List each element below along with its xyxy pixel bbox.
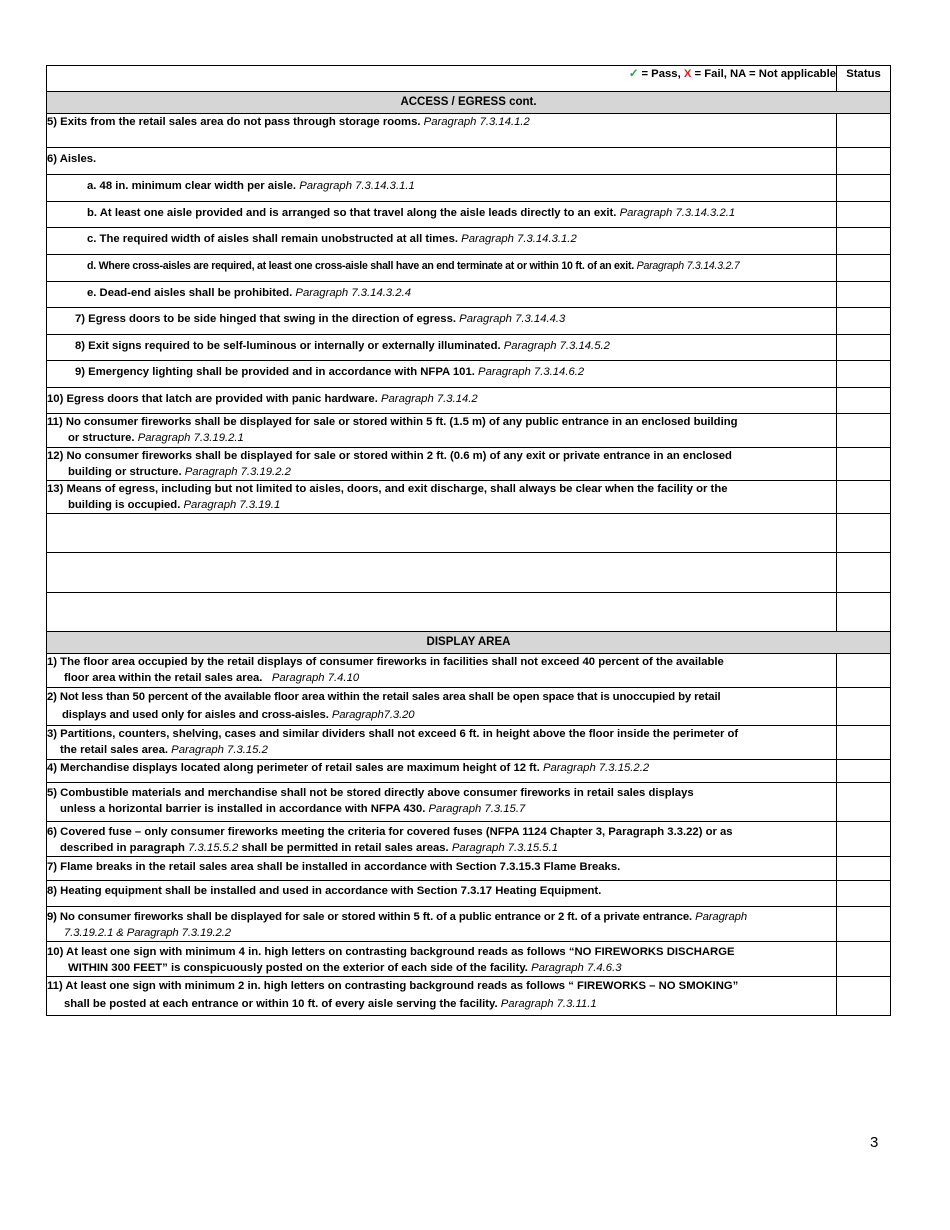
status-cell[interactable] bbox=[837, 361, 891, 388]
checklist-row bbox=[47, 361, 891, 388]
checklist-row bbox=[47, 783, 891, 822]
legend-row bbox=[47, 66, 891, 92]
checklist-row bbox=[47, 760, 891, 783]
status-cell[interactable] bbox=[837, 202, 891, 228]
status-column-header: Status bbox=[837, 66, 891, 92]
checklist-item: a. 48 in. minimum clear width per aisle. Paragraph 7.3.14.3.1.1 bbox=[47, 175, 837, 202]
status-cell[interactable] bbox=[837, 282, 891, 308]
blank-row bbox=[47, 514, 891, 553]
checklist-item: 3) Partitions, counters, shelving, cases and similar dividers shall not exceed 6 ft. in height above the floor inside the perimeter of the retail sales area. Paragraph 7.3.15.2 bbox=[47, 726, 837, 760]
checklist-item: 7) Egress doors to be side hinged that swing in the direction of egress. Paragraph 7.3.14.4.3 bbox=[47, 308, 837, 335]
checklist-item: 11) No consumer fireworks shall be displayed for sale or stored within 5 ft. (1.5 m) of any public entrance in an enclosed building or structure. Paragraph 7.3.19.2.1 bbox=[47, 414, 837, 448]
blank-item-cell[interactable] bbox=[47, 593, 837, 632]
checklist-row bbox=[47, 726, 891, 760]
status-cell[interactable] bbox=[837, 688, 891, 726]
status-cell[interactable] bbox=[837, 448, 891, 481]
checklist-item: b. At least one aisle provided and is arranged so that travel along the aisle leads directly to an exit. Paragraph 7.3.14.3.2.1 bbox=[47, 202, 837, 228]
status-cell[interactable] bbox=[837, 783, 891, 822]
status-cell[interactable] bbox=[837, 822, 891, 857]
checklist-row bbox=[47, 414, 891, 448]
checklist-row bbox=[47, 228, 891, 255]
status-cell[interactable] bbox=[837, 148, 891, 175]
checklist-row bbox=[47, 335, 891, 361]
page-number: 3 bbox=[870, 1134, 879, 1151]
status-cell[interactable] bbox=[837, 760, 891, 783]
checklist-item: c. The required width of aisles shall remain unobstructed at all times. Paragraph 7.3.14.3.1.2 bbox=[47, 228, 837, 255]
status-cell[interactable] bbox=[837, 228, 891, 255]
checklist-item: 10) At least one sign with minimum 4 in. high letters on contrasting background reads as follows “NO FIREWORKS DISCHARGE WITHIN 300 FEET” is conspicuously posted on the exterior of each side of the facility. Paragraph 7.4.6.3 bbox=[47, 942, 837, 977]
status-cell[interactable] bbox=[837, 335, 891, 361]
status-cell[interactable] bbox=[837, 593, 891, 632]
inspection-checklist-table bbox=[46, 65, 891, 1016]
checklist-item: 9) No consumer fireworks shall be displayed for sale or stored within 5 ft. of a public entrance or 2 ft. of a private entrance. Paragraph 7.3.19.2.1 & Paragraph 7.3.19.2.2 bbox=[47, 907, 837, 942]
checklist-row bbox=[47, 481, 891, 514]
checklist-row bbox=[47, 114, 891, 148]
status-cell[interactable] bbox=[837, 308, 891, 335]
status-cell[interactable] bbox=[837, 907, 891, 942]
status-cell[interactable] bbox=[837, 977, 891, 1016]
checklist-item: 5) Combustible materials and merchandise shall not be stored directly above consumer fireworks in retail sales displays unless a horizontal barrier is installed in accordance with NFPA 430. Paragraph 7.3.15.7 bbox=[47, 783, 837, 822]
status-cell[interactable] bbox=[837, 942, 891, 977]
checklist-row bbox=[47, 282, 891, 308]
status-cell[interactable] bbox=[837, 857, 891, 881]
checklist-row bbox=[47, 388, 891, 414]
checklist-row bbox=[47, 255, 891, 282]
checklist-item: 12) No consumer fireworks shall be displayed for sale or stored within 2 ft. (0.6 m) of any exit or private entrance in an enclosed building or structure. Paragraph 7.3.19.2.2 bbox=[47, 448, 837, 481]
checklist-row bbox=[47, 654, 891, 688]
checklist-item: 9) Emergency lighting shall be provided and in accordance with NFPA 101. Paragraph 7.3.14.6.2 bbox=[47, 361, 837, 388]
status-cell[interactable] bbox=[837, 726, 891, 760]
status-cell[interactable] bbox=[837, 654, 891, 688]
fail-symbol: X bbox=[683, 68, 692, 80]
status-cell[interactable] bbox=[837, 388, 891, 414]
status-cell[interactable] bbox=[837, 414, 891, 448]
status-cell[interactable] bbox=[837, 175, 891, 202]
checklist-row bbox=[47, 977, 891, 1016]
legend: ✓ = Pass, X = Fail, NA = Not applicable bbox=[47, 66, 837, 92]
checklist-item: 8) Exit signs required to be self-luminous or internally or externally illuminated. Paragraph 7.3.14.5.2 bbox=[47, 335, 837, 361]
blank-row bbox=[47, 553, 891, 593]
blank-row bbox=[47, 593, 891, 632]
blank-item-cell[interactable] bbox=[47, 553, 837, 593]
section-header-access-egress: ACCESS / EGRESS cont. bbox=[47, 92, 891, 114]
checklist-item: d. Where cross-aisles are required, at least one cross-aisle shall have an end terminate at or within 10 ft. of an exit. Paragraph 7.3.14.3.2.7 bbox=[47, 255, 837, 282]
blank-item-cell[interactable] bbox=[47, 514, 837, 553]
checklist-row bbox=[47, 202, 891, 228]
checklist-row bbox=[47, 881, 891, 907]
checklist-item: 11) At least one sign with minimum 2 in. high letters on contrasting background reads as follows “ FIREWORKS – NO SMOKING” shall be posted at each entrance or within 10 ft. of every aisle serving the facility. Paragraph 7.3.11.1 bbox=[47, 977, 837, 1016]
checklist-item: 6) Aisles. bbox=[47, 148, 837, 175]
status-cell[interactable] bbox=[837, 114, 891, 148]
checklist-row bbox=[47, 688, 891, 726]
status-cell[interactable] bbox=[837, 553, 891, 593]
checklist-item: 1) The floor area occupied by the retail displays of consumer fireworks in facilities shall not exceed 40 percent of the available floor area within the retail sales area. Paragraph 7.4.10 bbox=[47, 654, 837, 688]
checklist-item: 7) Flame breaks in the retail sales area shall be installed in accordance with Section 7.3.15.3 Flame Breaks. bbox=[47, 857, 837, 881]
checklist-row bbox=[47, 822, 891, 857]
checklist-row bbox=[47, 175, 891, 202]
checklist-item: 13) Means of egress, including but not limited to aisles, doors, and exit discharge, shall always be clear when the facility or the building is occupied. Paragraph 7.3.19.1 bbox=[47, 481, 837, 514]
checklist-item: 10) Egress doors that latch are provided with panic hardware. Paragraph 7.3.14.2 bbox=[47, 388, 837, 414]
checklist-item: 5) Exits from the retail sales area do not pass through storage rooms. Paragraph 7.3.14.1.2 bbox=[47, 114, 837, 148]
status-cell[interactable] bbox=[837, 881, 891, 907]
checklist-row bbox=[47, 942, 891, 977]
checklist-row bbox=[47, 308, 891, 335]
checklist-row bbox=[47, 148, 891, 175]
status-cell[interactable] bbox=[837, 514, 891, 553]
checklist-item: e. Dead-end aisles shall be prohibited. Paragraph 7.3.14.3.2.4 bbox=[47, 282, 837, 308]
checklist-row bbox=[47, 448, 891, 481]
checklist-item: 8) Heating equipment shall be installed and used in accordance with Section 7.3.17 Heating Equipment. bbox=[47, 881, 837, 907]
status-cell[interactable] bbox=[837, 481, 891, 514]
check-icon: ✓ bbox=[628, 68, 639, 80]
checklist-item: 4) Merchandise displays located along perimeter of retail sales are maximum height of 12 ft. Paragraph 7.3.15.2.2 bbox=[47, 760, 837, 783]
checklist-item: 6) Covered fuse – only consumer fireworks meeting the criteria for covered fuses (NFPA 1124 Chapter 3, Paragraph 3.3.22) or as described in paragraph 7.3.15.5.2 shall be permitted in retail sales areas. Paragraph 7.3.15.5.1 bbox=[47, 822, 837, 857]
checklist-row bbox=[47, 907, 891, 942]
checklist-item: 2) Not less than 50 percent of the available floor area within the retail sales area shall be open space that is unoccupied by retail displays and used only for aisles and cross-aisles. Paragraph7.3.20 bbox=[47, 688, 837, 726]
status-cell[interactable] bbox=[837, 255, 891, 282]
checklist-row bbox=[47, 857, 891, 881]
section-header-display-area: DISPLAY AREA bbox=[47, 632, 891, 654]
